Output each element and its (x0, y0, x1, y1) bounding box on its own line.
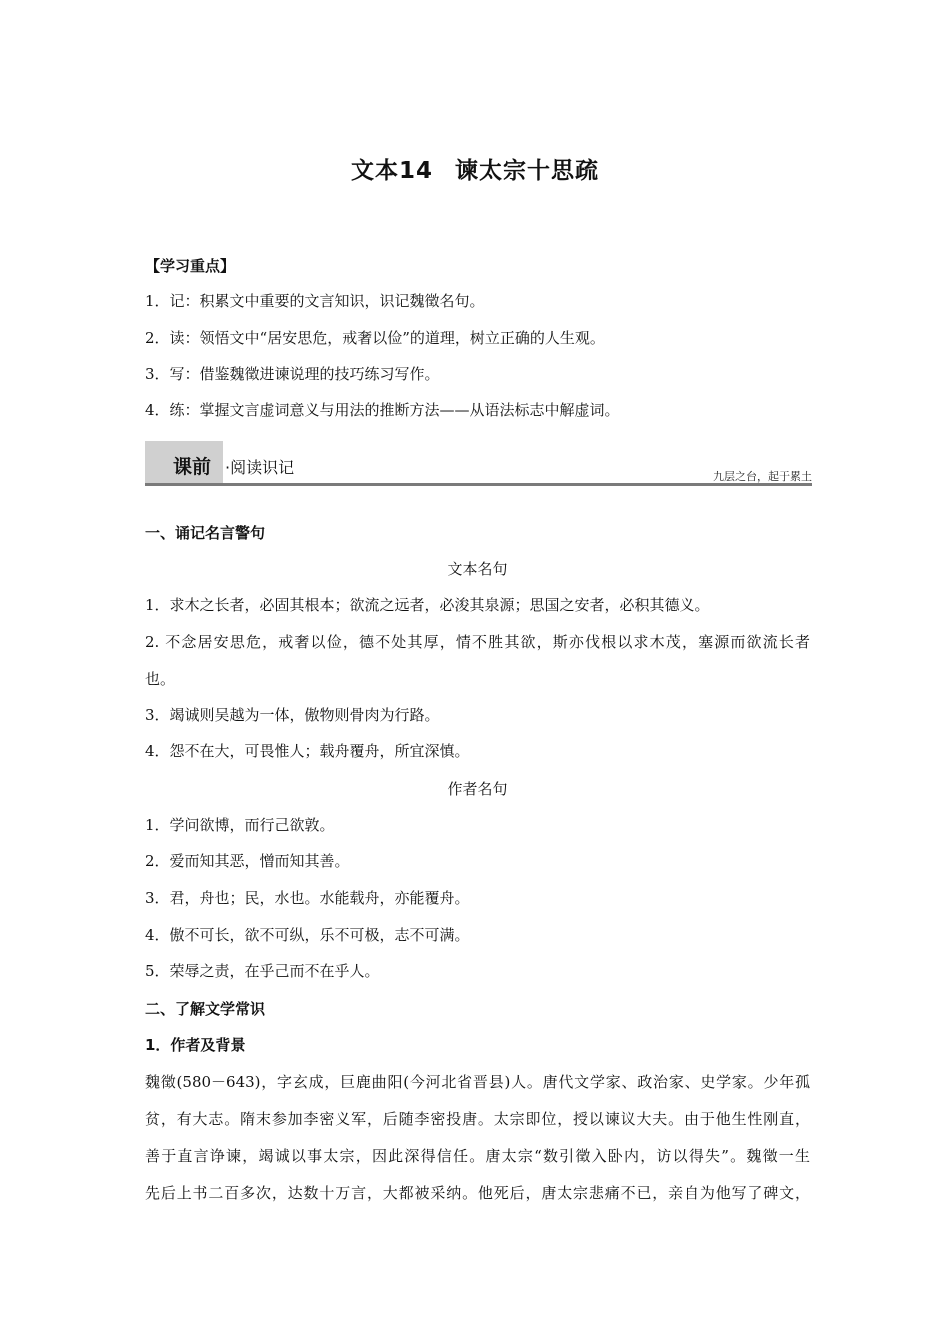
author-quotes-heading: 作者名句 (447, 780, 508, 798)
text-quote: 2. 不念居安思危，戒奢以俭，德不处其厚，情不胜其欲，斯亦伐根以求木茂，塞源而欲流长者 (145, 633, 810, 651)
text-quote: 也。 (145, 670, 176, 688)
banner-rule (145, 483, 812, 486)
study-focus-item: 2．读：领悟文中“居安思危，戒奢以俭”的道理，树立正确的人生观。 (145, 329, 605, 347)
study-focus-item: 3．写：借鉴魏徵进谏说理的技巧练习写作。 (145, 365, 440, 383)
paragraph-line: 魏徵(580－643)，字玄成，巨鹿曲阳(今河北省晋县)人。唐代文学家、政治家、史学家。少年孤 (145, 1073, 810, 1091)
banner-motto: 九层之台，起于累土 (713, 470, 812, 483)
title-prefix: 文本14 (350, 158, 433, 184)
section2-heading: 二、了解文学常识 (145, 1000, 266, 1018)
author-quote: 2．爱而知其恶，憎而知其善。 (145, 852, 350, 870)
author-quote: 4．傲不可长，欲不可纵，乐不可极，志不可满。 (145, 926, 470, 944)
section1-heading: 一、诵记名言警句 (145, 524, 266, 542)
paragraph-line: 贫，有大志。隋末参加李密义军，后随李密投唐。太宗即位，授以谏议大夫。由于他生性刚直， (145, 1110, 810, 1128)
banner-main: 课前 (173, 456, 212, 478)
author-quote: 1．学问欲博，而行己欲敦。 (145, 816, 335, 834)
author-quote: 5．荣辱之责，在乎己而不在乎人。 (145, 962, 380, 980)
text-quote: 3．竭诚则吴越为一体，傲物则骨肉为行路。 (145, 706, 440, 724)
title-name: 谏太宗十思疏 (455, 158, 599, 184)
page-title (0, 152, 950, 185)
section2-subheading: 1．作者及背景 (145, 1036, 246, 1054)
study-focus-item: 4．练：掌握文言虚词意义与用法的推断方法——从语法标志中解虚词。 (145, 401, 620, 419)
paragraph-line: 善于直言诤谏，竭诚以事太宗，因此深得信任。唐太宗“数引徵入卧内，访以得失”。魏徵一生 (145, 1147, 810, 1165)
study-focus-heading: 【学习重点】 (145, 257, 236, 275)
author-quote: 3．君，舟也；民，水也。水能载舟，亦能覆舟。 (145, 889, 470, 907)
text-quote: 4．怨不在大，可畏惟人；载舟覆舟，所宜深慎。 (145, 742, 470, 760)
study-focus-item: 1．记：积累文中重要的文言知识，识记魏徵名句。 (145, 292, 485, 310)
text-quote: 1．求木之长者，必固其根本；欲流之远者，必浚其泉源；思国之安者，必积其德义。 (145, 596, 710, 614)
paragraph-line: 先后上书二百多次，达数十万言，大都被采纳。他死后，唐太宗悲痛不已，亲自为他写了碑文， (145, 1184, 810, 1202)
banner-sub: ·阅读识记 (225, 458, 295, 477)
text-quotes-heading: 文本名句 (447, 560, 508, 578)
section-banner (145, 441, 812, 485)
